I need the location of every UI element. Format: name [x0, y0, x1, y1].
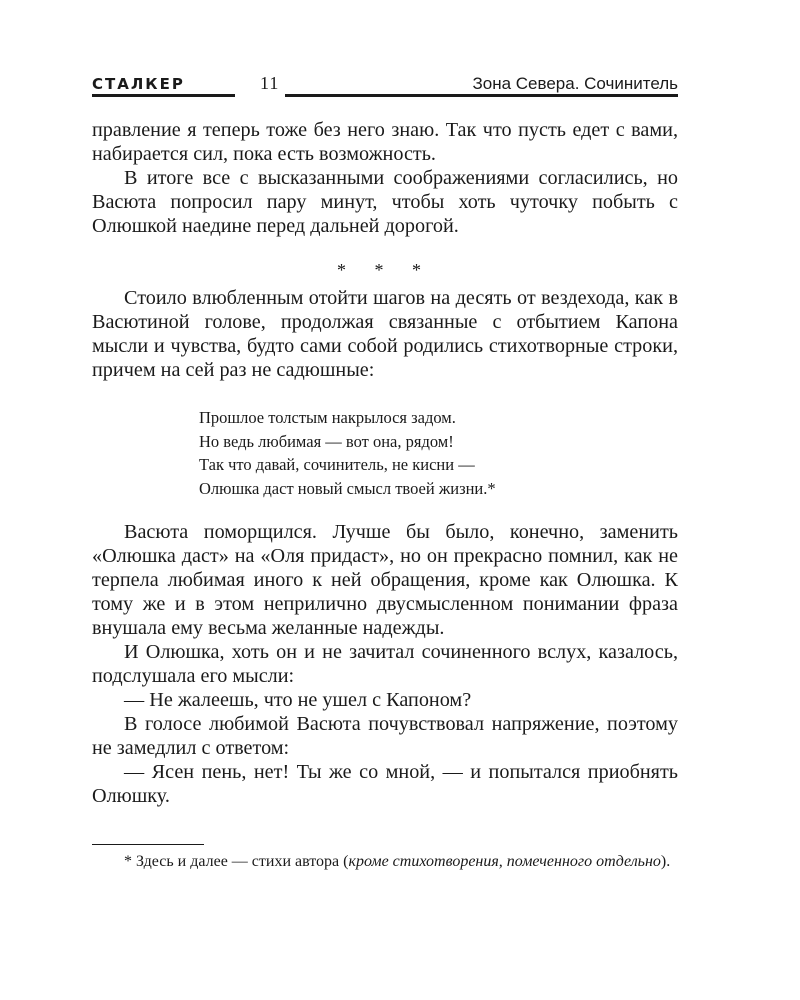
paragraph-2: В итоге все с высказанными соображениями согласились, но Васюта попросил пару минут, чтобы хоть чуточку побыть с Олюшкой наедине перед дальней дорогой. — [92, 167, 678, 237]
book-title: Зона Севера. Сочинитель — [472, 74, 678, 93]
footnote-close: ). — [660, 853, 671, 870]
series-name: СТАЛКЕР — [92, 75, 185, 93]
dialogue-line-2: — Ясен пень, нет! Ты же со мной, — и попытался приобнять Олюшку. — [92, 761, 678, 807]
footnote-text: Здесь и далее — стихи автора ( — [136, 853, 349, 870]
footnote — [92, 851, 678, 873]
footnote-italic: кроме стихотворения, помеченного отдельно — [348, 853, 661, 870]
paragraph-5: И Олюшка, хоть он и не зачитал сочиненного вслух, казалось, подслушала его мысли: — [92, 641, 678, 687]
header-rule-right — [285, 94, 678, 97]
dialogue-line-1: — Не жалеешь, что не ушел с Капоном? — [124, 689, 472, 711]
paragraph-4: Васюта поморщился. Лучше бы было, конечно, заменить «Олюшка даст» на «Оля придаст», но он прекрасно помнил, как не терпела любимая иного к ней обращения, кроме как Олюшка. К тому же и в этом неприлично двусмысленном понимании фраза внушала ему весьма желанные надежды. — [92, 521, 678, 639]
footnote-marker: * — [124, 853, 132, 870]
paragraph-3: Стоило влюбленным отойти шагов на десять от вездехода, как в Васютиной голове, продолжая связанные с отбытием Капона мысли и чувства, будто сами собой родились стихотворные строки, причем на сей раз не садюшные: — [92, 287, 678, 381]
footnote-rule — [92, 844, 204, 845]
paragraph-1: правление я теперь тоже без него знаю. Так что пусть едет с вами, набирается сил, пока есть возможность. — [92, 119, 678, 165]
section-separator: * * * — [337, 260, 433, 280]
running-header — [92, 70, 678, 98]
poem-line-2: Но ведь любимая — вот она, рядом! — [199, 431, 454, 451]
page-number: 11 — [260, 73, 280, 93]
paragraph-6: В голосе любимой Васюта почувствовал напряжение, поэтому не замедлил с ответом: — [92, 713, 678, 759]
poem — [199, 406, 678, 500]
poem-line-1: Прошлое толстым накрылося задом. — [199, 408, 456, 427]
main-text — [92, 118, 678, 808]
poem-line-3: Так что давай, сочинитель, не кисни — — [199, 455, 475, 474]
poem-line-4: Олюшка даст новый смысл твоей жизни.* — [199, 478, 496, 498]
header-rule-left — [92, 94, 235, 97]
